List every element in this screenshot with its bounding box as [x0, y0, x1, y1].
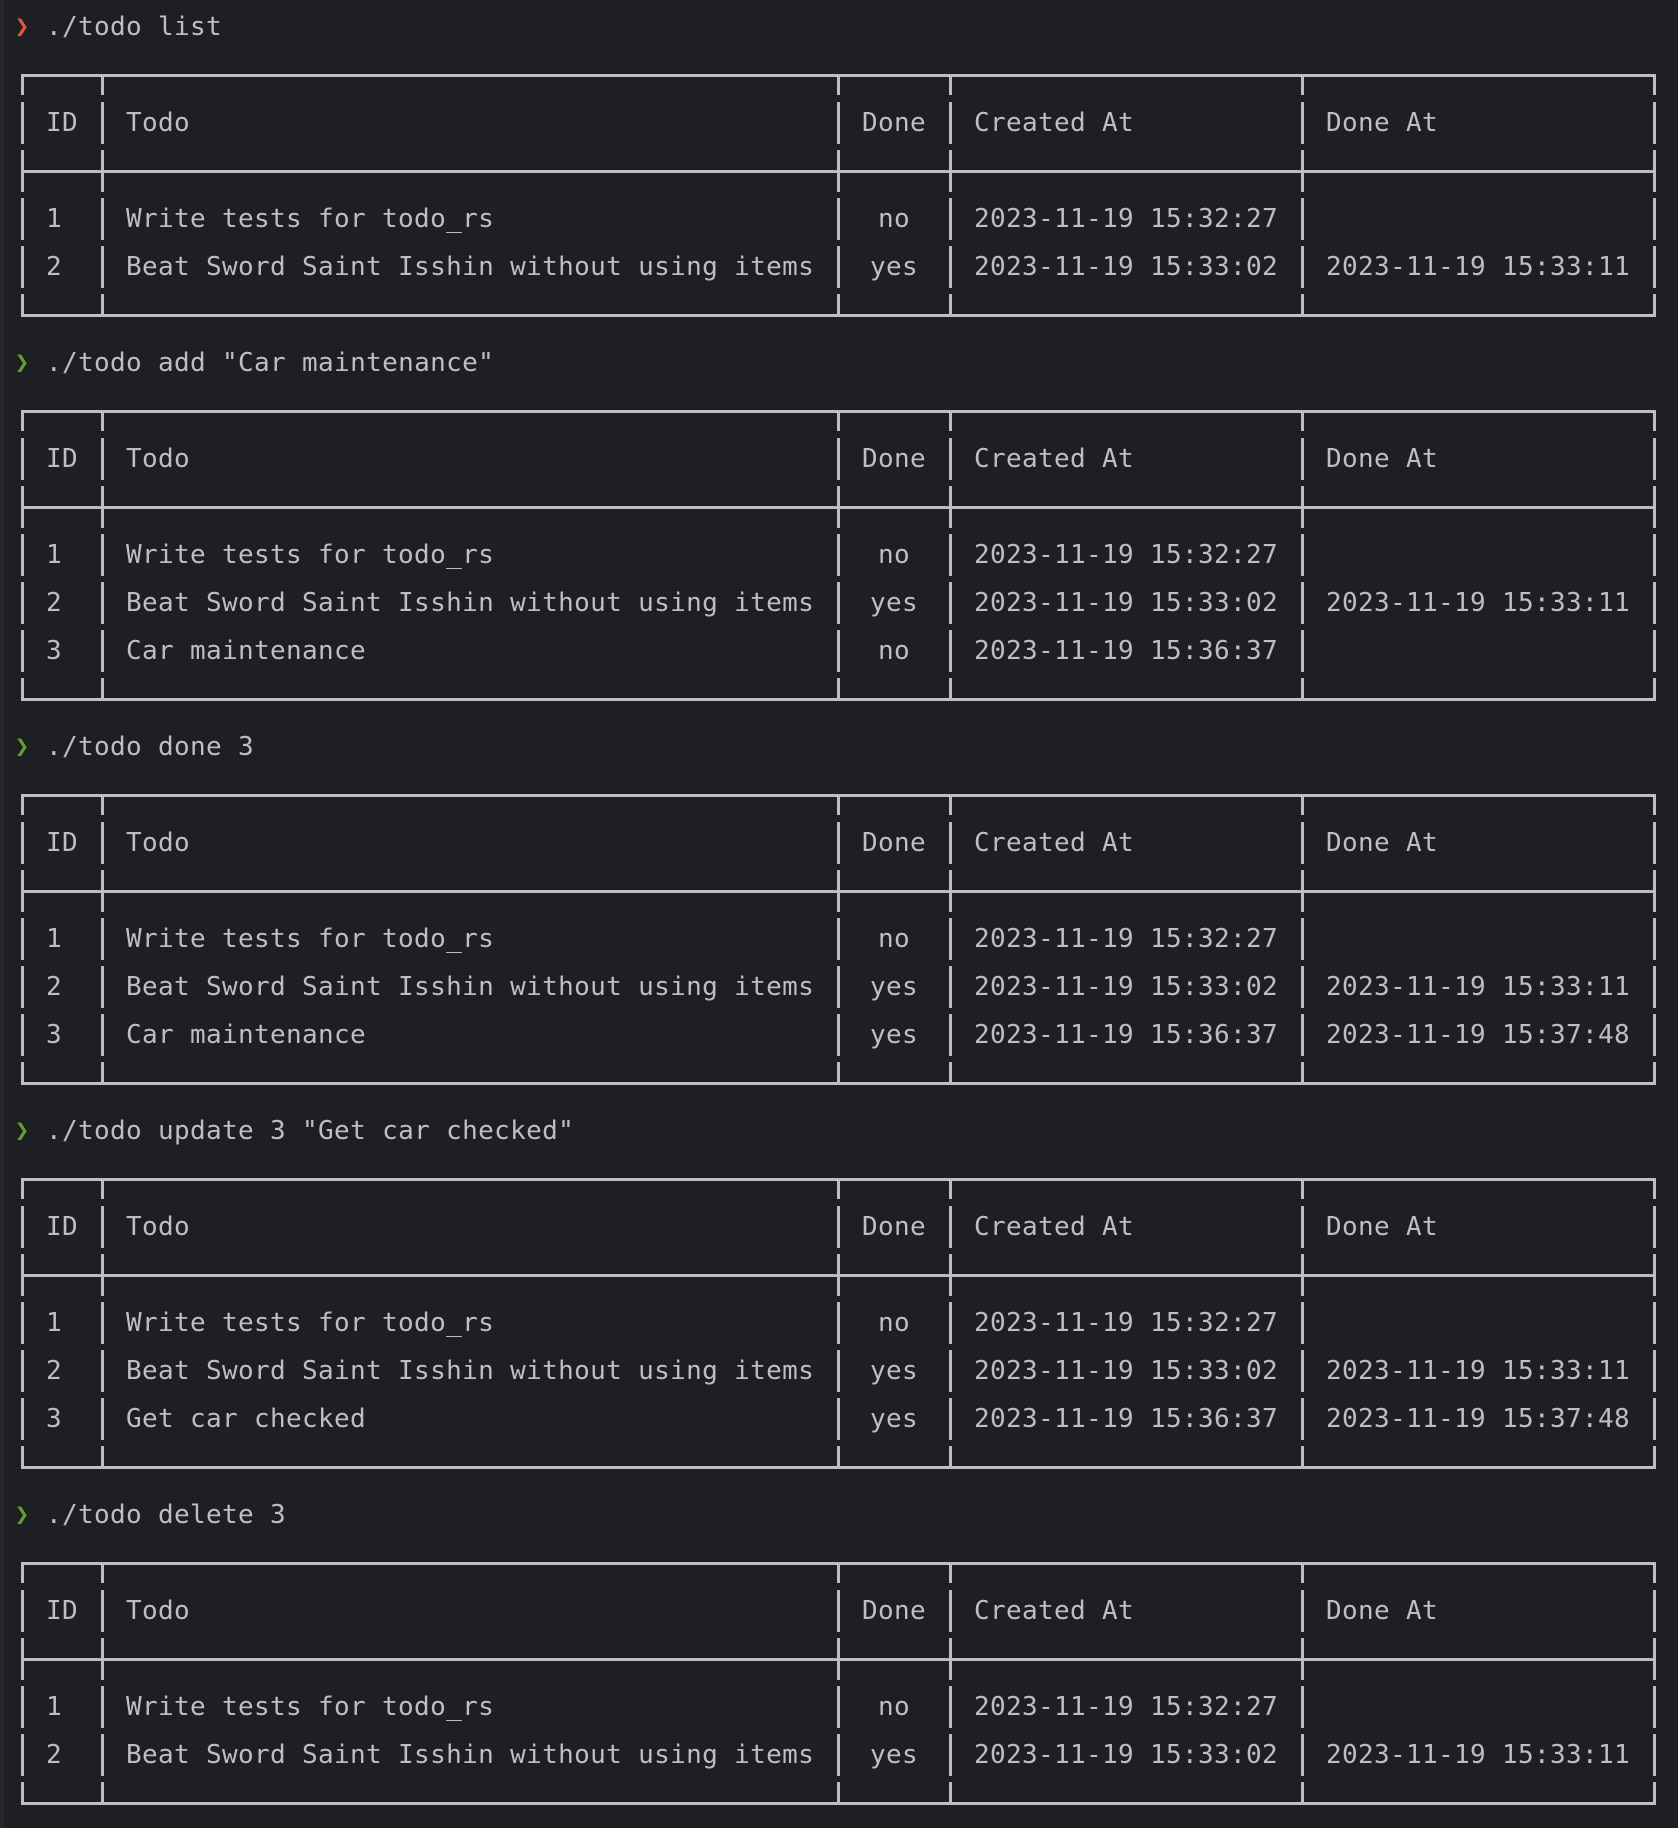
table-border-vertical	[949, 74, 952, 95]
table-border-vertical	[837, 918, 840, 960]
table-border-vertical	[1653, 678, 1656, 700]
table-border-vertical	[1301, 198, 1304, 240]
table-border-vertical	[949, 1562, 952, 1583]
table-border-vertical	[1653, 198, 1656, 240]
cell-created-at: 2023-11-19 15:32:27	[974, 924, 1279, 954]
column-header-created-at: Created At	[974, 1596, 1135, 1626]
table-border-vertical	[837, 582, 840, 624]
table-border-vertical	[837, 198, 840, 240]
table-border-vertical	[1301, 1178, 1304, 1199]
table-border-vertical	[101, 630, 104, 672]
table-border-vertical	[1301, 534, 1304, 576]
cell-done-at: 2023-11-19 15:33:11	[1326, 972, 1631, 1002]
cell-todo: Write tests for todo_rs	[126, 1692, 495, 1722]
table-border-vertical	[1301, 794, 1304, 815]
table-border-vertical	[837, 630, 840, 672]
cell-id: 1	[46, 1308, 63, 1338]
table-border-vertical	[1653, 1398, 1656, 1440]
prompt-chevron-icon: ❯	[14, 348, 30, 376]
cell-done-at	[1326, 1683, 1630, 1731]
cell-created-at: 2023-11-19 15:33:02	[974, 252, 1279, 282]
cell-done-at	[1326, 1299, 1630, 1347]
column-header-todo: Todo	[126, 828, 191, 858]
table-border-vertical	[949, 534, 952, 576]
column-header-done: Done	[862, 108, 927, 138]
table-border-vertical	[101, 1178, 104, 1199]
table-border-vertical	[21, 1350, 24, 1392]
column-header-created-at: Created At	[974, 1212, 1135, 1242]
table-border-vertical	[949, 794, 952, 815]
table-border-vertical	[1301, 1350, 1304, 1392]
table-border-vertical	[1301, 1782, 1304, 1804]
cell-created-at: 2023-11-19 15:33:02	[974, 1740, 1279, 1770]
table-border-vertical	[101, 246, 104, 288]
table-border-vertical	[949, 966, 952, 1008]
table-border-vertical	[1301, 630, 1304, 672]
column-header-done: Done	[862, 1212, 927, 1242]
table-border-vertical	[21, 1014, 24, 1056]
column-header-done: Done	[862, 444, 927, 474]
table-border-vertical	[1301, 1562, 1304, 1583]
table-border-vertical	[949, 1782, 952, 1804]
cell-todo: Write tests for todo_rs	[126, 924, 495, 954]
prompt-chevron-icon: ❯	[14, 732, 30, 760]
table-border-vertical	[21, 822, 24, 864]
cell-done: yes	[869, 972, 918, 1002]
cell-todo: Beat Sword Saint Isshin without using items	[126, 972, 815, 1002]
cell-done: no	[877, 540, 910, 570]
cell-done-at: 2023-11-19 15:33:11	[1326, 252, 1631, 282]
cell-id: 2	[46, 588, 63, 618]
table-border-vertical	[949, 630, 952, 672]
cell-todo: Car maintenance	[126, 1020, 367, 1050]
table-border-vertical	[21, 246, 24, 288]
table-border-vertical	[837, 794, 840, 815]
table-border-vertical	[21, 794, 24, 815]
table-border-vertical	[21, 198, 24, 240]
table-border-vertical	[1653, 1350, 1656, 1392]
table-border-vertical	[21, 678, 24, 700]
table-border-vertical	[1301, 1686, 1304, 1728]
table-border-vertical	[1301, 1734, 1304, 1776]
table-border-vertical	[949, 1178, 952, 1199]
table-border-vertical	[1653, 1446, 1656, 1468]
table-border-vertical	[837, 1734, 840, 1776]
table-border-vertical	[21, 102, 24, 144]
table-border-vertical	[949, 1446, 952, 1468]
table-border-vertical	[1301, 1254, 1304, 1296]
cell-done-at: 2023-11-19 15:33:11	[1326, 1740, 1631, 1770]
table-border-vertical	[101, 534, 104, 576]
table-border-vertical	[21, 1686, 24, 1728]
table-border-vertical	[101, 1734, 104, 1776]
table-border-vertical	[949, 246, 952, 288]
table-border-vertical	[1301, 410, 1304, 431]
table-border-vertical	[837, 966, 840, 1008]
table-border-vertical	[949, 198, 952, 240]
column-header-created-at: Created At	[974, 108, 1135, 138]
cell-id: 2	[46, 972, 63, 1002]
column-header-done-at: Done At	[1326, 108, 1439, 138]
cell-done-at	[1326, 531, 1630, 579]
table-border-vertical	[949, 410, 952, 431]
table-border-vertical	[1653, 1686, 1656, 1728]
table-border-vertical	[101, 74, 104, 95]
table-border-vertical	[837, 410, 840, 431]
cell-done: no	[877, 204, 910, 234]
table-border-vertical	[1653, 918, 1656, 960]
table-border-vertical	[1653, 534, 1656, 576]
table-border-vertical	[101, 1562, 104, 1583]
cell-done: yes	[869, 1404, 918, 1434]
table-border-vertical	[837, 1638, 840, 1680]
table-border-vertical	[1301, 918, 1304, 960]
cell-id: 3	[46, 1404, 63, 1434]
cell-done: yes	[869, 588, 918, 618]
cell-done: yes	[869, 1356, 918, 1386]
table-border-vertical	[1301, 582, 1304, 624]
column-header-done: Done	[862, 828, 927, 858]
table-border-vertical	[949, 582, 952, 624]
table-border-vertical	[21, 630, 24, 672]
table-border-vertical	[101, 678, 104, 700]
table-border-vertical	[21, 1782, 24, 1804]
table-border-vertical	[21, 74, 24, 95]
command-text: ./todo add "Car maintenance"	[46, 348, 495, 378]
cell-id: 1	[46, 204, 63, 234]
cell-done: no	[877, 636, 910, 666]
table-border-vertical	[1653, 630, 1656, 672]
table-border-vertical	[21, 1206, 24, 1248]
table-border-vertical	[1653, 486, 1656, 528]
table-border-vertical	[1653, 1734, 1656, 1776]
terminal-left-gutter	[0, 0, 4, 1828]
table-border-vertical	[837, 1178, 840, 1199]
table-border-vertical	[949, 150, 952, 192]
table-border-vertical	[949, 294, 952, 316]
column-header-created-at: Created At	[974, 828, 1135, 858]
table-border-vertical	[1653, 294, 1656, 316]
table-border-vertical	[837, 534, 840, 576]
table-border-vertical	[949, 1062, 952, 1084]
cell-id: 3	[46, 1020, 63, 1050]
cell-id: 3	[46, 636, 63, 666]
cell-todo: Car maintenance	[126, 636, 367, 666]
table-border-vertical	[1653, 582, 1656, 624]
table-border-vertical	[101, 198, 104, 240]
column-header-id: ID	[46, 1596, 79, 1626]
table-border-vertical	[101, 1638, 104, 1680]
table-border-vertical	[837, 1062, 840, 1084]
table-border-vertical	[21, 1178, 24, 1199]
cell-created-at: 2023-11-19 15:32:27	[974, 1692, 1279, 1722]
table-border-vertical	[101, 486, 104, 528]
table-border-vertical	[21, 1638, 24, 1680]
table-border-vertical	[837, 1302, 840, 1344]
column-header-created-at: Created At	[974, 444, 1135, 474]
table-border-vertical	[1653, 1562, 1656, 1583]
table-border-vertical	[1653, 150, 1656, 192]
table-border-vertical	[949, 486, 952, 528]
table-border-vertical	[21, 870, 24, 912]
table-border-vertical	[21, 1590, 24, 1632]
table-border-vertical	[949, 1734, 952, 1776]
cell-todo: Write tests for todo_rs	[126, 1308, 495, 1338]
cell-done-at: 2023-11-19 15:33:11	[1326, 1356, 1631, 1386]
table-border-vertical	[1301, 1302, 1304, 1344]
cell-id: 2	[46, 252, 63, 282]
table-border-vertical	[1301, 486, 1304, 528]
table-border-vertical	[101, 1446, 104, 1468]
command-text: ./todo delete 3	[46, 1500, 287, 1530]
table-border-vertical	[21, 534, 24, 576]
column-header-id: ID	[46, 444, 79, 474]
table-border-vertical	[101, 794, 104, 815]
cell-created-at: 2023-11-19 15:36:37	[974, 1404, 1279, 1434]
table-border-vertical	[1653, 1302, 1656, 1344]
table-border-vertical	[837, 870, 840, 912]
table-border-vertical	[949, 1686, 952, 1728]
cell-done-at: 2023-11-19 15:33:11	[1326, 588, 1631, 618]
table-border-vertical	[101, 1350, 104, 1392]
column-header-done-at: Done At	[1326, 1596, 1439, 1626]
cell-done: yes	[869, 1740, 918, 1770]
cell-done: yes	[869, 1020, 918, 1050]
table-border-vertical	[21, 1254, 24, 1296]
table-border-vertical	[949, 678, 952, 700]
cell-done-at	[1326, 195, 1630, 243]
table-border-vertical	[837, 294, 840, 316]
table-border-vertical	[21, 1302, 24, 1344]
cell-created-at: 2023-11-19 15:36:37	[974, 1020, 1279, 1050]
cell-id: 2	[46, 1356, 63, 1386]
table-border-vertical	[21, 486, 24, 528]
table-border-vertical	[1653, 1178, 1656, 1199]
cell-todo: Beat Sword Saint Isshin without using items	[126, 252, 815, 282]
cell-id: 1	[46, 924, 63, 954]
table-border-vertical	[837, 1686, 840, 1728]
cell-done-at: 2023-11-19 15:37:48	[1326, 1404, 1631, 1434]
table-border-vertical	[837, 74, 840, 95]
cell-done-at	[1326, 627, 1630, 675]
command-text: ./todo update 3 "Get car checked"	[46, 1116, 575, 1146]
table-border-vertical	[21, 1734, 24, 1776]
column-header-todo: Todo	[126, 1596, 191, 1626]
cell-created-at: 2023-11-19 15:32:27	[974, 1308, 1279, 1338]
cell-done: no	[877, 1692, 910, 1722]
table-border-vertical	[949, 1254, 952, 1296]
cell-id: 1	[46, 540, 63, 570]
table-border-vertical	[837, 1398, 840, 1440]
table-border-vertical	[101, 918, 104, 960]
table-border-vertical	[949, 918, 952, 960]
table-border-vertical	[1301, 1062, 1304, 1084]
cell-done: yes	[869, 252, 918, 282]
cell-todo: Write tests for todo_rs	[126, 540, 495, 570]
cell-created-at: 2023-11-19 15:32:27	[974, 204, 1279, 234]
cell-done-at	[1326, 915, 1630, 963]
table-border-vertical	[21, 438, 24, 480]
table-border-vertical	[101, 294, 104, 316]
table-border-vertical	[101, 1686, 104, 1728]
table-border-vertical	[1301, 294, 1304, 316]
table-border-vertical	[837, 1014, 840, 1056]
cell-done: no	[877, 1308, 910, 1338]
table-border-vertical	[1653, 966, 1656, 1008]
table-border-vertical	[21, 918, 24, 960]
table-border-vertical	[949, 1350, 952, 1392]
prompt-chevron-icon: ❯	[14, 1500, 30, 1528]
prompt-error-chevron-icon: ❯	[14, 12, 30, 40]
table-border-vertical	[1301, 678, 1304, 700]
table-border-vertical	[837, 150, 840, 192]
column-header-done-at: Done At	[1326, 1212, 1439, 1242]
table-border-vertical	[1301, 966, 1304, 1008]
prompt-chevron-icon: ❯	[14, 1116, 30, 1144]
table-border-vertical	[837, 1350, 840, 1392]
table-border-vertical	[1301, 246, 1304, 288]
table-border-vertical	[837, 1254, 840, 1296]
table-border-vertical	[1301, 150, 1304, 192]
table-border-vertical	[1301, 74, 1304, 95]
table-border-vertical	[101, 582, 104, 624]
column-header-todo: Todo	[126, 444, 191, 474]
table-border-vertical	[101, 1398, 104, 1440]
table-border-vertical	[949, 1302, 952, 1344]
cell-todo: Beat Sword Saint Isshin without using items	[126, 1356, 815, 1386]
table-border-vertical	[949, 870, 952, 912]
table-border-vertical	[101, 1062, 104, 1084]
table-border-vertical	[1653, 1254, 1656, 1296]
cell-created-at: 2023-11-19 15:36:37	[974, 636, 1279, 666]
table-border-vertical	[1653, 1014, 1656, 1056]
table-border-vertical	[101, 1302, 104, 1344]
column-header-done-at: Done At	[1326, 444, 1439, 474]
cell-id: 1	[46, 1692, 63, 1722]
table-border-vertical	[837, 1562, 840, 1583]
table-border-vertical	[21, 1446, 24, 1468]
table-border-vertical	[837, 486, 840, 528]
table-border-vertical	[949, 1398, 952, 1440]
column-header-todo: Todo	[126, 108, 191, 138]
table-border-vertical	[1653, 410, 1656, 431]
table-border-vertical	[101, 1782, 104, 1804]
table-border-vertical	[837, 246, 840, 288]
table-border-vertical	[101, 150, 104, 192]
table-border-vertical	[1653, 74, 1656, 95]
cell-created-at: 2023-11-19 15:33:02	[974, 972, 1279, 1002]
table-border-vertical	[1301, 1398, 1304, 1440]
table-border-vertical	[101, 870, 104, 912]
table-border-vertical	[21, 294, 24, 316]
table-border-vertical	[837, 1782, 840, 1804]
cell-todo: Beat Sword Saint Isshin without using items	[126, 1740, 815, 1770]
table-border-vertical	[1653, 794, 1656, 815]
cell-todo: Write tests for todo_rs	[126, 204, 495, 234]
cell-todo: Beat Sword Saint Isshin without using items	[126, 588, 815, 618]
column-header-id: ID	[46, 1212, 79, 1242]
table-border-vertical	[1653, 1062, 1656, 1084]
table-border-vertical	[21, 1062, 24, 1084]
table-border-vertical	[21, 582, 24, 624]
table-border-vertical	[837, 678, 840, 700]
table-border-vertical	[1653, 1782, 1656, 1804]
table-border-vertical	[837, 1446, 840, 1468]
cell-done: no	[877, 924, 910, 954]
table-border-vertical	[1653, 1638, 1656, 1680]
table-border-vertical	[1301, 1638, 1304, 1680]
table-border-vertical	[1301, 1446, 1304, 1468]
table-border-vertical	[21, 150, 24, 192]
column-header-done-at: Done At	[1326, 828, 1439, 858]
table-border-vertical	[1653, 870, 1656, 912]
table-border-vertical	[101, 1254, 104, 1296]
table-border-vertical	[949, 1638, 952, 1680]
cell-id: 2	[46, 1740, 63, 1770]
table-border-vertical	[21, 1398, 24, 1440]
cell-created-at: 2023-11-19 15:32:27	[974, 540, 1279, 570]
column-header-id: ID	[46, 108, 79, 138]
column-header-done: Done	[862, 1596, 927, 1626]
cell-created-at: 2023-11-19 15:33:02	[974, 1356, 1279, 1386]
table-border-vertical	[21, 410, 24, 431]
column-header-todo: Todo	[126, 1212, 191, 1242]
table-border-vertical	[101, 1014, 104, 1056]
table-border-vertical	[101, 410, 104, 431]
cell-done-at: 2023-11-19 15:37:48	[1326, 1020, 1631, 1050]
column-header-id: ID	[46, 828, 79, 858]
cell-todo: Get car checked	[126, 1404, 367, 1434]
table-border-vertical	[949, 1014, 952, 1056]
table-border-vertical	[1301, 870, 1304, 912]
table-border-vertical	[21, 966, 24, 1008]
command-text: ./todo list	[46, 12, 223, 42]
table-border-vertical	[1653, 246, 1656, 288]
table-border-vertical	[21, 1562, 24, 1583]
table-border-vertical	[101, 966, 104, 1008]
cell-created-at: 2023-11-19 15:33:02	[974, 588, 1279, 618]
command-text: ./todo done 3	[46, 732, 255, 762]
table-border-vertical	[1301, 1014, 1304, 1056]
